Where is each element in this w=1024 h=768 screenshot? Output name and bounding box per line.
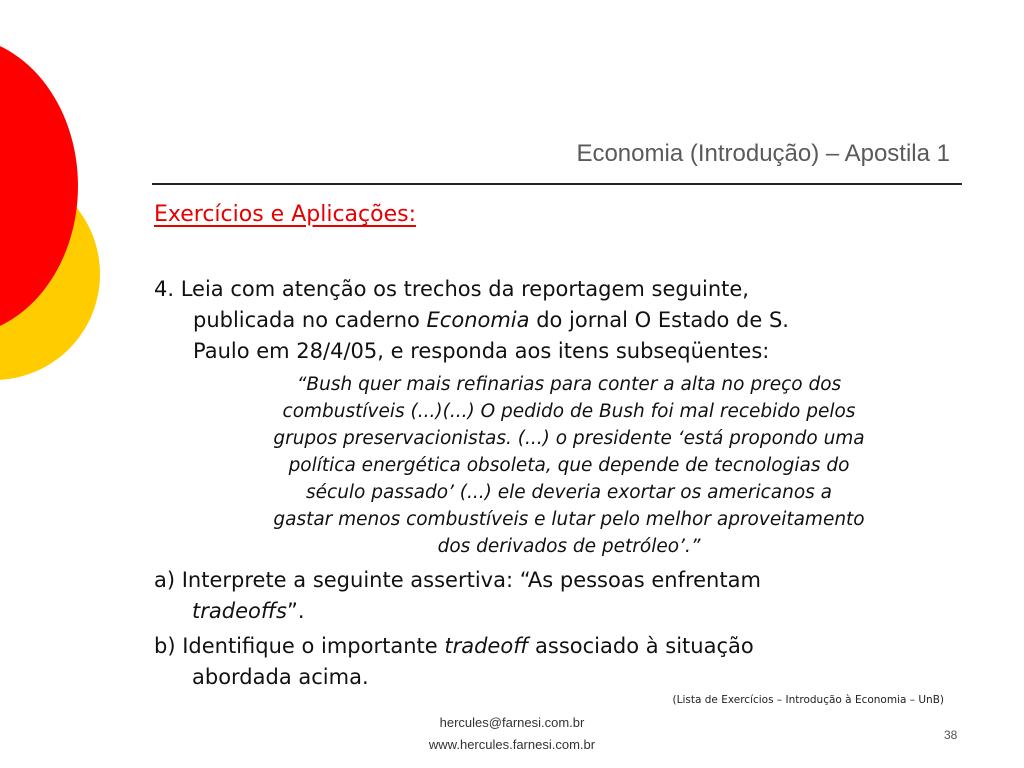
source-citation: (Lista de Exercícios – Introdução à Economia – UnB) (672, 694, 944, 706)
item-b-line-1: b) Identifique o importante tradeoff associado à situação (154, 634, 754, 658)
footer-email: hercules@farnesi.com.br (439, 715, 585, 730)
quote-line: política energética obsoleta, que depende de tecnologias do (288, 455, 850, 476)
item-a (154, 565, 934, 627)
item-b (154, 631, 934, 693)
quote-line: século passado’ (...) ele deveria exortar os americanos a (306, 482, 832, 503)
quote-line: grupos preservacionistas. (...) o presidente ‘está propondo uma (273, 428, 865, 449)
quote-line: combustíveis (...)(...) O pedido de Bush foi mal recebido pelos (282, 401, 856, 422)
question-line-3: Paulo em 28/4/05, e responda aos itens subseqüentes: (193, 339, 770, 363)
footer (0, 712, 1024, 756)
question-line-1: 4. Leia com atenção os trechos da reportagem seguinte, (154, 277, 749, 301)
quote-line: gastar menos combustíveis e lutar pelo melhor aproveitamento (273, 509, 865, 530)
question-line-2: publicada no caderno Economia do jornal O Estado de S. (193, 308, 789, 332)
item-a-line-1: a) Interprete a seguinte assertiva: “As pessoas enfrentam (154, 568, 761, 592)
item-a-line-2: tradeoffs”. (192, 599, 305, 623)
footer-website: www.hercules.farnesi.com.br (428, 737, 596, 752)
quote-line: dos derivados de petróleo’.” (437, 536, 701, 557)
header-divider (152, 183, 962, 185)
question-4 (154, 274, 924, 367)
quote-line: “Bush quer mais refinarias para conter a alta no preço dos (296, 374, 842, 395)
newspaper-quote (198, 371, 940, 560)
page-number: 38 (944, 728, 958, 742)
section-title: Exercícios e Aplicações: (154, 202, 416, 227)
item-b-line-2: abordada acima. (192, 665, 369, 689)
slide-header-title: Economia (Introdução) – Apostila 1 (576, 140, 950, 167)
decorative-circles (0, 0, 110, 420)
